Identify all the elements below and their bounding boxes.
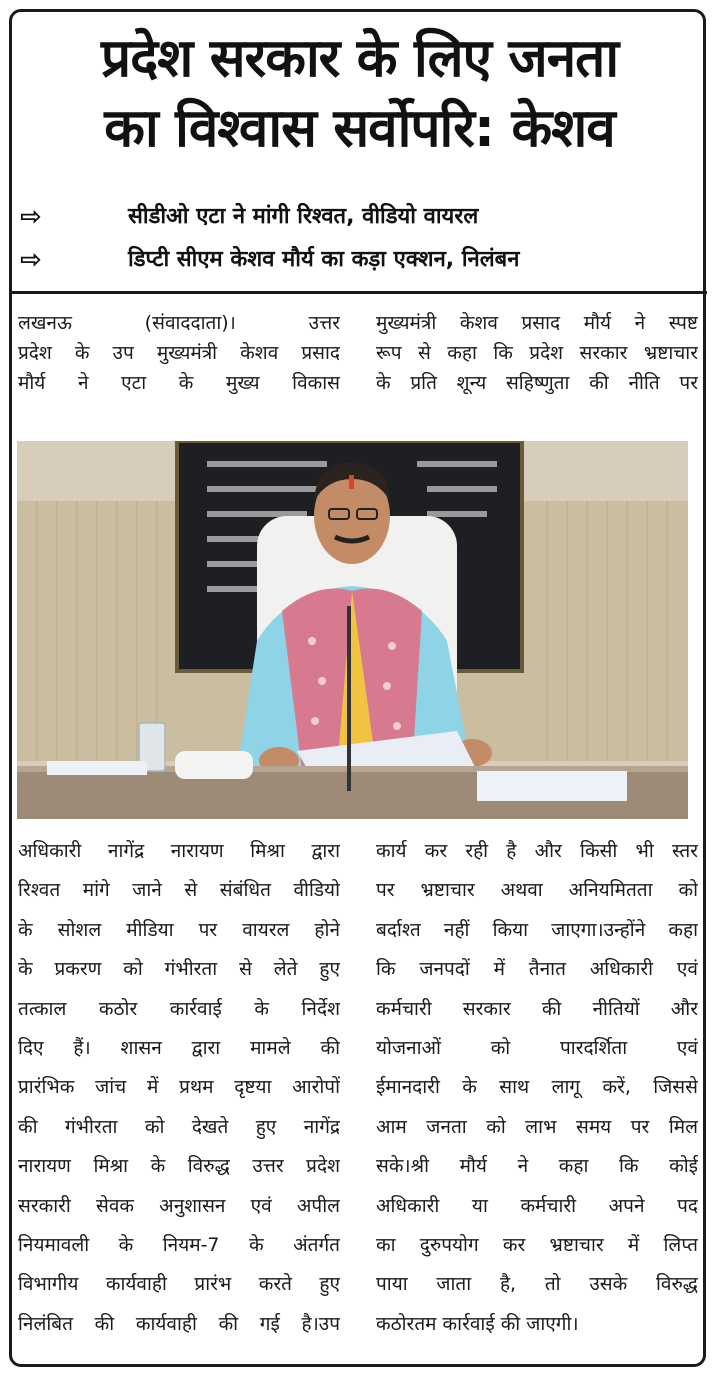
headline-line-2: का विश्वास सर्वोपरि: केशव bbox=[104, 98, 615, 159]
text-line: मुख्यमंत्री केशव प्रसाद मौर्य ने स्पष्ट bbox=[376, 312, 698, 334]
subhead-1 bbox=[20, 200, 699, 234]
text-line: अधिकारी नागेंद्र नारायण मिश्रा द्वारा bbox=[18, 840, 340, 862]
text-line: बर्दाश्त नहीं किया जाएगा।उन्होंने कहा bbox=[376, 918, 698, 941]
text-line: के प्रकरण को गंभीरता से लेते हुए bbox=[18, 958, 340, 981]
text-line: अधिकारी या कर्मचारी अपने पद bbox=[376, 1194, 698, 1217]
text-line: कि जनपदों में तैनात अधिकारी एवं bbox=[376, 958, 698, 981]
text-line: मौर्य ने एटा के मुख्य विकास bbox=[18, 372, 340, 394]
news-photo bbox=[17, 441, 688, 819]
text-line: कर्मचारी सरकार की नीतियों और bbox=[376, 997, 698, 1020]
text-line: पर भ्रष्टाचार अथवा अनियमितता को bbox=[376, 879, 698, 902]
photo-illustration bbox=[17, 441, 688, 819]
text-line: के प्रति शून्य सहिष्णुता की नीति पर bbox=[376, 372, 698, 394]
column-top-left bbox=[18, 308, 340, 398]
text-line: नियमावली के नियम-7 के अंतर्गत bbox=[18, 1234, 340, 1257]
text-line: ईमानदारी के साथ लागू करें, जिससे bbox=[376, 1076, 698, 1099]
text-line: का दुरुपयोग कर भ्रष्टाचार में लिप्त bbox=[376, 1234, 698, 1257]
text-line: पाया जाता है, तो उसके विरुद्ध bbox=[376, 1273, 698, 1296]
header-divider bbox=[12, 291, 707, 294]
column-top-right bbox=[376, 308, 698, 398]
text-line: प्रदेश के उप मुख्यमंत्री केशव प्रसाद bbox=[18, 342, 340, 364]
text-line: दिए हैं। शासन द्वारा मामले की bbox=[18, 1037, 340, 1060]
text-line: कार्य कर रही है और किसी भी स्तर bbox=[376, 840, 698, 862]
text-line: रिश्वत मांगे जाने से संबंधित वीडियो bbox=[18, 879, 340, 902]
text-line: नारायण मिश्रा के विरुद्ध उत्तर प्रदेश bbox=[18, 1155, 340, 1178]
subhead-2 bbox=[20, 243, 699, 277]
text-line: योजनाओं को पारदर्शिता एवं bbox=[376, 1037, 698, 1060]
text-line: सके।श्री मौर्य ने कहा कि कोई bbox=[376, 1155, 698, 1178]
column-bottom-left bbox=[18, 832, 340, 1344]
text-line: के सोशल मीडिया पर वायरल होने bbox=[18, 918, 340, 941]
text-line: निलंबित की कार्यवाही की गई है।उप bbox=[18, 1312, 340, 1335]
text-line: की गंभीरता को देखते हुए नागेंद्र bbox=[18, 1115, 340, 1138]
text-line: विभागीय कार्यवाही प्रारंभ करते हुए bbox=[18, 1273, 340, 1296]
right-arrow-icon: ⇨ bbox=[20, 202, 42, 232]
subhead-2-text: डिप्टी सीएम केशव मौर्य का कड़ा एक्शन, निलंबन bbox=[128, 247, 520, 272]
text-line: रूप से कहा कि प्रदेश सरकार भ्रष्टाचार bbox=[376, 342, 698, 364]
text-line: कठोरतम कार्रवाई की जाएगी। bbox=[376, 1312, 579, 1335]
headline-line-1: प्रदेश सरकार के लिए जनता bbox=[100, 28, 619, 89]
text-line: प्रारंभिक जांच में प्रथम दृष्टया आरोपों bbox=[18, 1076, 340, 1099]
text-line: लखनऊ (संवाददाता)। उत्तर bbox=[18, 312, 340, 334]
right-arrow-icon: ⇨ bbox=[20, 245, 42, 275]
column-bottom-right bbox=[376, 832, 698, 1344]
text-line: सरकारी सेवक अनुशासन एवं अपील bbox=[18, 1194, 340, 1217]
text-line: आम जनता को लाभ समय पर मिल bbox=[376, 1115, 698, 1138]
subhead-1-text: सीडीओ एटा ने मांगी रिश्वत, वीडियो वायरल bbox=[128, 204, 479, 229]
text-line: तत्काल कठोर कार्रवाई के निर्देश bbox=[18, 997, 340, 1020]
